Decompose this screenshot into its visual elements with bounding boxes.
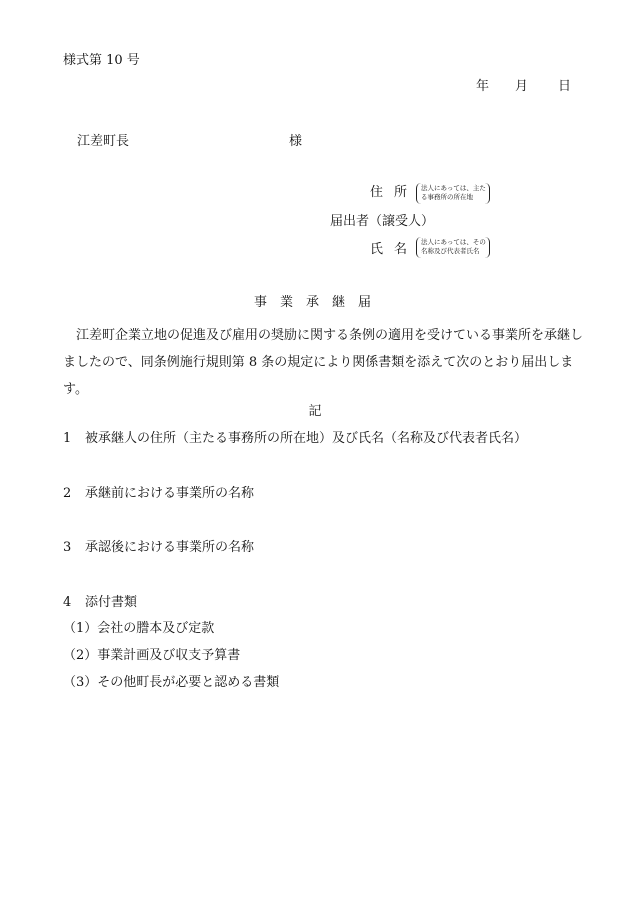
ki-heading: 記	[308, 404, 322, 419]
date-day: 日	[557, 79, 571, 94]
item-number: 1	[63, 431, 72, 446]
address-note-line2: る事務所の所在地	[421, 193, 473, 201]
attachment-item: （1）会社の謄本及び定款	[63, 621, 215, 636]
item-text: 承認後における事業所の名称	[85, 540, 255, 555]
item-text: 承継前における事業所の名称	[85, 486, 255, 501]
date-line	[0, 80, 571, 93]
item-number: 3	[63, 540, 72, 555]
addressee-name: 江差町長	[77, 134, 130, 149]
address-note	[416, 183, 490, 204]
addressee-honorific: 様	[289, 134, 303, 149]
notifier-role-label: 届出者（譲受人）	[330, 214, 435, 229]
list-item	[63, 596, 137, 609]
list-item	[63, 541, 254, 554]
name-note-line2: 名称及び代表者氏名	[421, 247, 480, 255]
body-paragraph: 江差町企業立地の促進及び雇用の奨励に関する条例の適用を受けている事業所を承継しましたので、同条例施行規則第 8 条の規定により関係書類を添えて次のとおり届出します。	[63, 328, 584, 397]
item-text: 被承継人の住所（主たる事務所の所在地）及び氏名（名称及び代表者氏名）	[85, 431, 528, 446]
name-note-line1: 法人にあっては、その	[421, 238, 486, 246]
date-month: 月	[514, 79, 528, 94]
name-note	[416, 237, 490, 258]
attachment-item: （2）事業計画及び収支予算書	[63, 648, 241, 663]
form-number: 様式第 10 号	[63, 53, 140, 68]
address-label: 住所	[370, 185, 419, 200]
list-item	[63, 432, 527, 445]
name-label: 氏名	[370, 242, 419, 257]
attachment-item: （3）その他町長が必要と認める書類	[63, 675, 280, 690]
item-number: 4	[63, 595, 72, 610]
address-note-line1: 法人にあっては、主た	[421, 184, 486, 192]
list-item	[63, 487, 254, 500]
date-year: 年	[475, 79, 489, 94]
item-number: 2	[63, 486, 72, 501]
item-text: 添付書類	[85, 595, 138, 610]
document-title: 事業承継届	[253, 295, 384, 310]
